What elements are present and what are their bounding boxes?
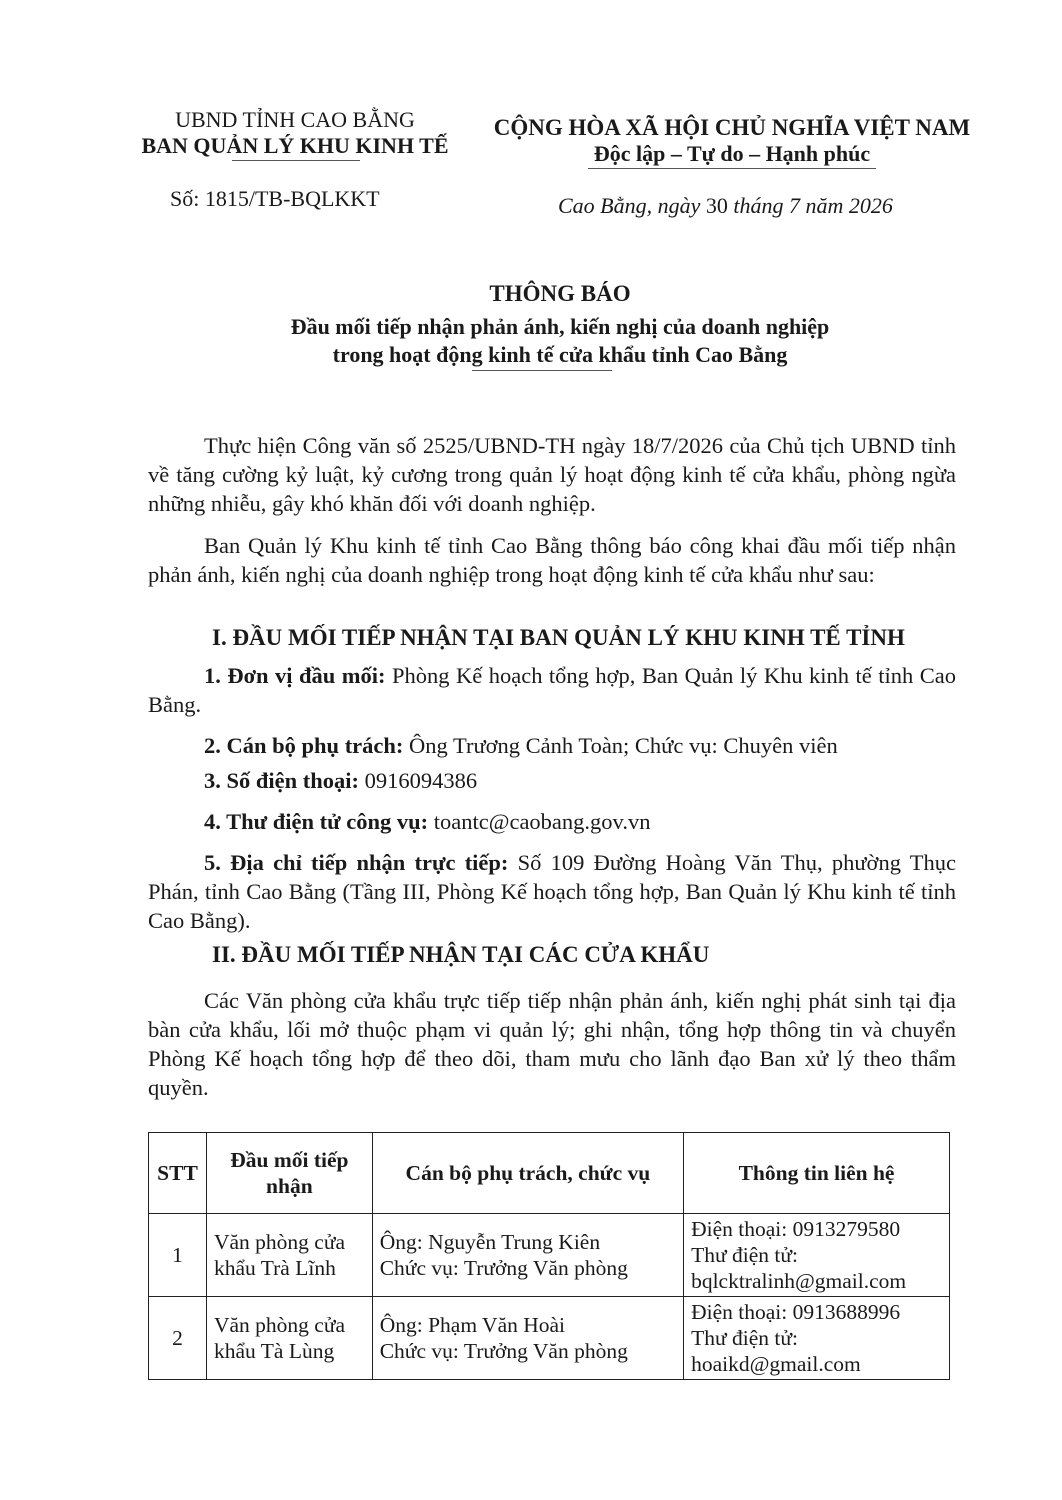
notice-title: THÔNG BÁO <box>489 281 631 306</box>
item-contact-unit-value: Phòng Kế hoạch tổng hợp, Ban Quản lý Khu kinh tế tỉnh Cao Bằng. <box>148 663 956 717</box>
row-officer <box>372 1297 683 1380</box>
officer-name: Ông: Nguyễn Trung Kiên <box>379 1230 601 1254</box>
item-email <box>148 807 956 836</box>
date-suffix: năm 2026 <box>800 193 893 218</box>
paragraph-reference-text: Thực hiện Công văn số 2525/UBND-TH ngày 18/7/2026 của Chủ tịch UBND tỉnh về tăng cường kỷ luật, kỷ cương trong quản lý hoạt động kinh tế cửa khẩu, phòng ngừa những nhiễu, gây khó khăn đối với doanh nghiệp. <box>148 433 956 516</box>
notice-subtitle-line2: trong hoạt động kinh tế cửa khẩu tỉnh Cao Bằng <box>332 342 788 367</box>
date-mid: tháng <box>727 193 790 218</box>
item-email-label: 4. Thư điện tử công vụ: <box>204 809 429 834</box>
contact-email-label: Thư điện tử: <box>691 1243 798 1267</box>
row-stt: 1 <box>149 1214 207 1297</box>
row-contact <box>684 1297 950 1380</box>
notice-subtitle-line1: Đầu mối tiếp nhận phản ánh, kiến nghị của doanh nghiệp <box>290 314 830 339</box>
item-phone-value: 0916094386 <box>359 768 478 793</box>
date-day: 30 <box>705 193 728 218</box>
paragraph-announcement-text: Ban Quản lý Khu kinh tế tỉnh Cao Bằng thông báo công khai đầu mối tiếp nhận phản ánh, kiến nghị của doanh nghiệp trong hoạt động kinh tế cửa khẩu như sau: <box>148 533 956 587</box>
national-motto <box>484 140 980 167</box>
row-officer <box>372 1214 683 1297</box>
table-row <box>149 1214 950 1297</box>
contacts-table <box>148 1132 950 1380</box>
issuer-agency <box>128 132 462 159</box>
item-email-value: toantc@caobang.gov.vn <box>428 809 651 834</box>
table-header-row <box>149 1133 950 1214</box>
officer-position: Chức vụ: Trưởng Văn phòng <box>379 1256 628 1280</box>
item-address <box>148 848 956 935</box>
item-officer-value: Ông Trương Cảnh Toàn; Chức vụ: Chuyên viên <box>403 733 838 758</box>
contact-email: hoaikd@gmail.com <box>691 1352 861 1376</box>
header-officer: Cán bộ phụ trách, chức vụ <box>372 1133 683 1214</box>
date-prefix: Cao Bằng, ngày <box>558 193 706 218</box>
paragraph-reference <box>148 431 956 518</box>
row-office <box>206 1214 372 1297</box>
officer-position: Chức vụ: Trưởng Văn phòng <box>379 1339 628 1363</box>
section-2-heading: II. ĐẦU MỐI TIẾP NHẬN TẠI CÁC CỬA KHẨU <box>212 942 710 967</box>
national-title-text: CỘNG HÒA XÃ HỘI CHỦ NGHĨA VIỆT NAM <box>493 115 971 140</box>
date-month: 7 <box>789 193 801 218</box>
item-phone-label: 3. Số điện thoại: <box>204 768 360 793</box>
motto-underline <box>588 168 876 169</box>
item-contact-unit-label: 1. Đơn vị đầu mối: <box>204 663 386 688</box>
issuer-agency-name: BAN QUẢN LÝ KHU KINH TẾ <box>141 133 449 158</box>
row-stt: 2 <box>149 1297 207 1380</box>
item-officer <box>148 731 956 760</box>
item-address-value: Số 109 Đường Hoàng Văn Thụ, phường Thục Phán, tỉnh Cao Bằng (Tầng III, Phòng Kế hoạch tổng hợp, Ban Quản lý Khu kinh tế tỉnh Cao Bằng). <box>148 850 956 933</box>
row-office <box>206 1297 372 1380</box>
header-stt: STT <box>149 1133 207 1214</box>
header-office: Đầu mối tiếp nhận <box>206 1133 372 1214</box>
office-name-line1: Văn phòng cửa <box>213 1230 346 1254</box>
office-name-line2: khẩu Trà Lĩnh <box>213 1256 336 1280</box>
header-contact: Thông tin liên hệ <box>684 1133 950 1214</box>
contact-phone: Điện thoại: 0913279580 <box>691 1217 901 1241</box>
contact-email: bqlcktralinh@gmail.com <box>691 1269 907 1293</box>
item-phone <box>148 766 956 795</box>
officer-name: Ông: Phạm Văn Hoài <box>379 1313 566 1337</box>
document-number: Số: 1815/TB-BQLKKT <box>170 186 380 211</box>
contact-phone: Điện thoại: 0913688996 <box>691 1300 901 1324</box>
paragraph-border-offices-text: Các Văn phòng cửa khẩu trực tiếp tiếp nhận phản ánh, kiến nghị phát sinh tại địa bàn cửa khẩu, lối mở thuộc phạm vi quản lý; ghi nhận, tổng hợp thông tin và chuyển Phòng Kế hoạch tổng hợp để theo dõi, tham mưu cho lãnh đạo Ban xử lý theo thẩm quyền. <box>148 988 956 1100</box>
paragraph-announcement <box>148 531 956 589</box>
table-row <box>149 1297 950 1380</box>
national-title <box>484 114 980 142</box>
issuer-underline <box>232 160 360 161</box>
contact-email-label: Thư điện tử: <box>691 1326 798 1350</box>
document-date <box>558 192 893 219</box>
office-name-line1: Văn phòng cửa <box>213 1313 346 1337</box>
office-name-line2: khẩu Tà Lùng <box>213 1339 335 1363</box>
issuer-authority <box>140 106 450 133</box>
title-underline <box>472 370 612 371</box>
row-contact <box>684 1214 950 1297</box>
national-motto-text: Độc lập – Tự do – Hạnh phúc <box>593 141 871 166</box>
issuer-province: UBND TỈNH CAO BẰNG <box>175 107 415 132</box>
paragraph-border-offices <box>148 986 956 1102</box>
item-officer-label: 2. Cán bộ phụ trách: <box>204 733 404 758</box>
section-1-heading: I. ĐẦU MỐI TIẾP NHẬN TẠI BAN QUẢN LÝ KHU KINH TẾ TỈNH <box>212 625 905 650</box>
item-address-label: 5. Địa chỉ tiếp nhận trực tiếp: <box>204 850 509 875</box>
item-contact-unit <box>148 661 956 719</box>
